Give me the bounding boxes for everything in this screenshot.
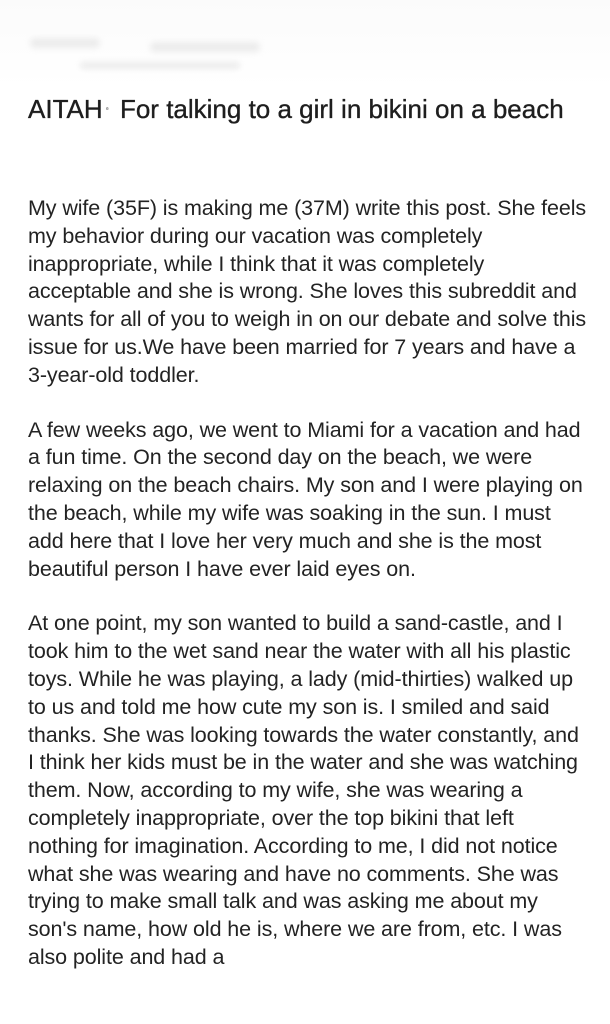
post-paragraph: At one point, my son wanted to build a sand-castle, and I took him to the wet sand near the water with all his plastic toys. While he was playing, a lady (mid-thirties) walked up to us and told me how cute my son is. I smiled and said thanks. She was looking towards the water constantly, and I think her kids must be in the water and she was watching them. Now, according to my wife, she was wearing a completely inappropriate, over the top bikini that left nothing for imagination. According to me, I did not notice what she was wearing and have no comments. She was trying to make small talk and was asking me about my son's name, how old he is, where we are from, etc. I was also polite and had a — [28, 611, 579, 969]
post-paragraph: My wife (35F) is making me (37M) write this post. She feels my behavior during our vacation was completely inappropriate, while I think that it was completely acceptable and she is wrong. She loves this subreddit and wants for all of you to weigh in on our debate and solve this issue for us.We have been married for 7 years and have a 3-year-old toddler. — [28, 196, 587, 387]
title-separator: · — [104, 100, 110, 117]
blurred-header — [0, 0, 610, 88]
blurred-author-line — [30, 38, 100, 48]
post-body — [28, 195, 588, 999]
post-paragraph: A few weeks ago, we went to Miami for a vacation and had a fun time. On the second day on the beach, we were relaxing on the beach chairs. My son and I were playing on the beach, while my wife was soaking in the sun. I must add here that I love her very much and she is the most beautiful person I have ever laid eyes on. — [28, 417, 583, 581]
post-title-text: For talking to a girl in bikini on a beach — [119, 94, 564, 124]
subreddit-tag: AITAH — [28, 94, 103, 124]
post-title — [28, 91, 593, 127]
blurred-meta-line — [80, 62, 240, 69]
blurred-meta-line — [150, 42, 260, 52]
